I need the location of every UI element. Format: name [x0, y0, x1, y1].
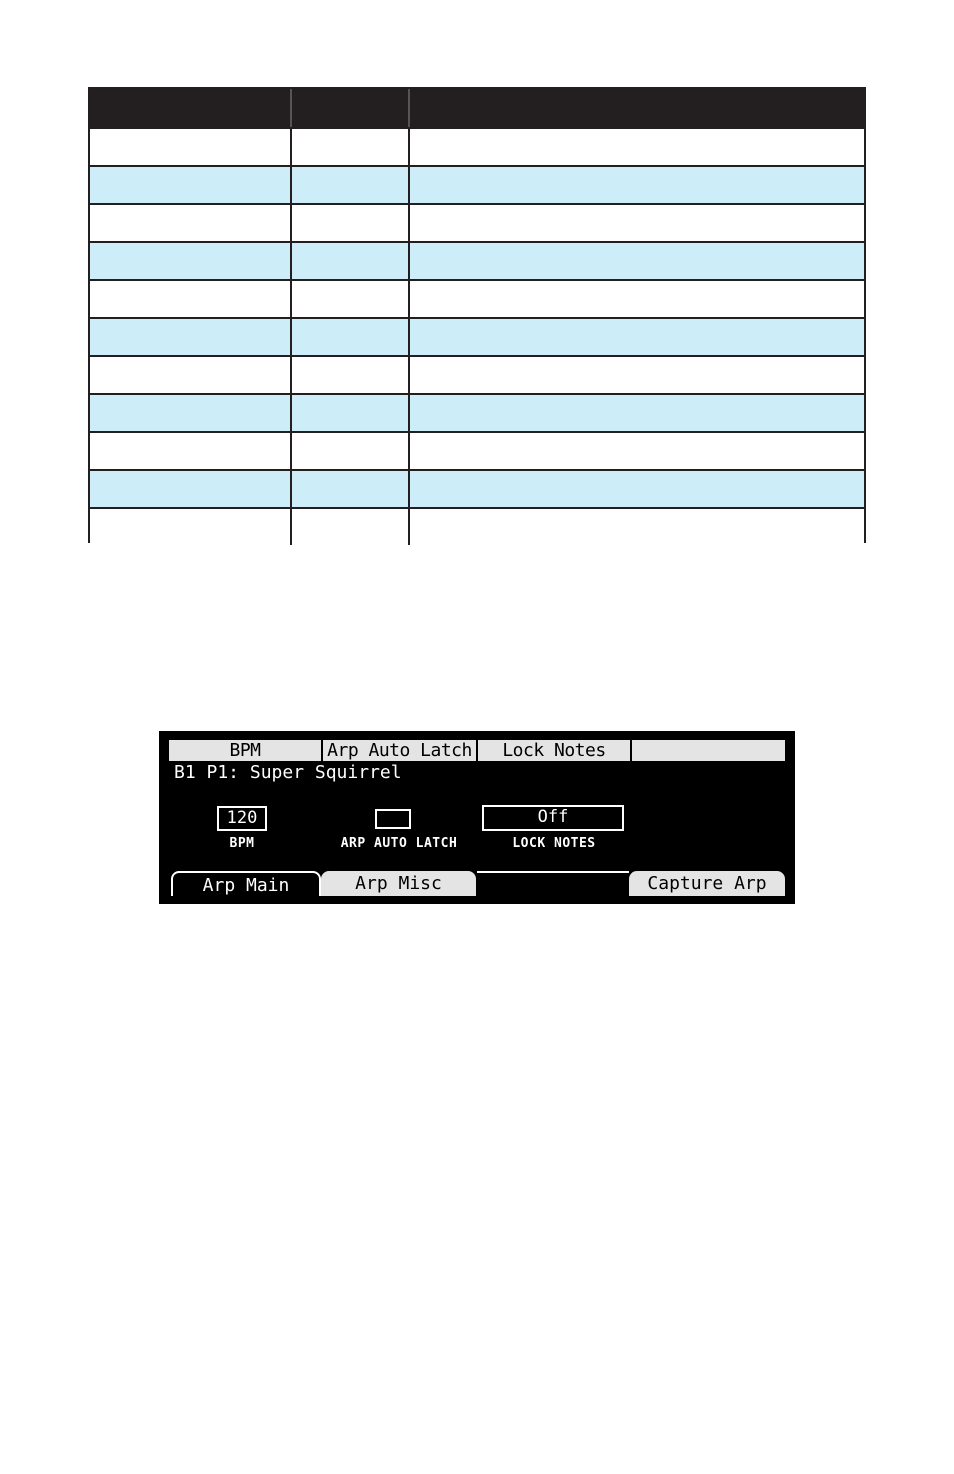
table-cell — [408, 205, 864, 241]
lock-notes-label: LOCK NOTES — [512, 836, 596, 851]
table-cell — [290, 395, 408, 431]
table-cell — [290, 357, 408, 393]
table-cell — [90, 167, 290, 203]
softkey-arp-auto-latch[interactable]: Arp Auto Latch — [321, 740, 476, 761]
softkey-empty[interactable] — [630, 740, 785, 761]
table-cell — [408, 395, 864, 431]
table-row — [90, 127, 864, 165]
table-row — [90, 317, 864, 355]
table-cell — [290, 471, 408, 507]
parameter-table — [88, 87, 866, 543]
table-cell — [408, 433, 864, 469]
arp-auto-latch-checkbox[interactable] — [375, 809, 411, 829]
table-row — [90, 203, 864, 241]
table-cell — [408, 319, 864, 355]
table-cell — [408, 357, 864, 393]
table-header-cell — [90, 89, 290, 127]
table-cell — [408, 471, 864, 507]
tab-capture-arp[interactable]: Capture Arp — [629, 871, 785, 896]
table-header-cell — [290, 89, 408, 127]
softkey-lock-notes[interactable]: Lock Notes — [476, 740, 630, 761]
table-row — [90, 469, 864, 507]
table-cell — [90, 319, 290, 355]
table-cell — [90, 433, 290, 469]
table-cell — [90, 395, 290, 431]
table-cell — [290, 167, 408, 203]
table-cell — [408, 129, 864, 165]
table-row — [90, 355, 864, 393]
tab-arp-misc[interactable]: Arp Misc — [321, 871, 476, 896]
table-row — [90, 507, 864, 545]
table-cell — [90, 509, 290, 545]
table-cell — [290, 205, 408, 241]
lcd-display — [159, 731, 795, 904]
table-cell — [90, 471, 290, 507]
bpm-value[interactable]: 120 — [217, 806, 267, 831]
table-header-row — [90, 89, 864, 127]
patch-name: B1 P1: Super Squirrel — [174, 762, 402, 783]
tab-empty[interactable] — [477, 871, 629, 896]
table-row — [90, 279, 864, 317]
table-row — [90, 241, 864, 279]
table-cell — [408, 243, 864, 279]
bpm-label: BPM — [229, 836, 255, 851]
table-header-cell — [408, 89, 864, 127]
table-row — [90, 431, 864, 469]
table-row — [90, 393, 864, 431]
table-cell — [408, 167, 864, 203]
table-cell — [290, 509, 408, 545]
table-cell — [408, 509, 864, 545]
table-cell — [290, 433, 408, 469]
table-cell — [290, 281, 408, 317]
table-cell — [290, 319, 408, 355]
lock-notes-value[interactable]: Off — [482, 805, 624, 831]
table-cell — [90, 357, 290, 393]
tab-arp-main[interactable]: Arp Main — [171, 871, 321, 896]
table-cell — [90, 129, 290, 165]
table-cell — [408, 281, 864, 317]
table-cell — [90, 281, 290, 317]
table-cell — [90, 205, 290, 241]
table-cell — [290, 243, 408, 279]
arp-auto-latch-label: ARP AUTO LATCH — [340, 836, 458, 851]
table-row — [90, 165, 864, 203]
table-cell — [90, 243, 290, 279]
softkey-bpm[interactable]: BPM — [169, 740, 321, 761]
table-cell — [290, 129, 408, 165]
